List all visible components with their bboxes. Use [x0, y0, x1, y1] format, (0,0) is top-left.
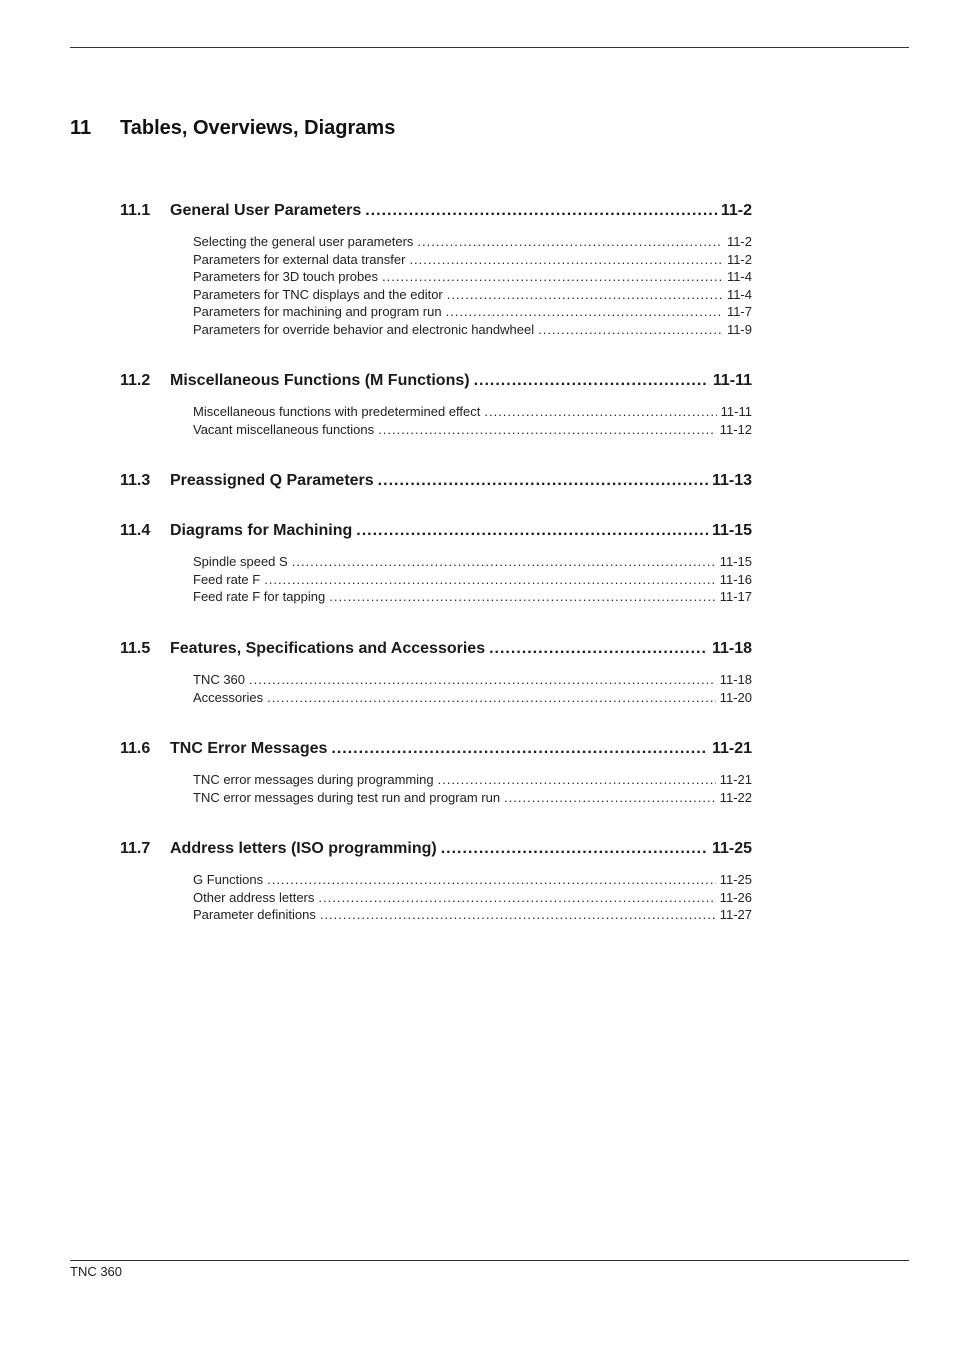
subsection-title: TNC 360	[193, 672, 246, 687]
toc-subsection-entry[interactable]	[120, 553, 752, 570]
dot-leader	[264, 571, 716, 588]
chapter-heading	[70, 117, 395, 140]
dot-leader	[474, 371, 709, 391]
subsection-page-number: 11-15	[719, 554, 752, 569]
dot-leader	[484, 403, 716, 420]
subsection-title: Miscellaneous functions with predetermined effect	[193, 404, 481, 419]
dot-leader	[378, 421, 716, 438]
toc-subsection-entry[interactable]	[120, 233, 752, 250]
toc-section-entry[interactable]	[120, 471, 752, 491]
dot-leader	[441, 839, 708, 859]
toc-subsection-entry[interactable]	[120, 871, 752, 888]
toc-subsection-entry[interactable]	[120, 889, 752, 906]
dot-leader	[446, 303, 723, 320]
toc-section-entry[interactable]	[120, 839, 752, 859]
toc-subsection-entry[interactable]	[120, 588, 752, 605]
toc-subsection-entry[interactable]	[120, 251, 752, 268]
footer-label: TNC 360	[70, 1264, 123, 1279]
dot-leader	[538, 321, 723, 338]
subsection-title: Parameters for TNC displays and the editor	[193, 286, 443, 302]
toc-subsection-entry[interactable]	[120, 771, 752, 788]
dot-leader	[447, 286, 723, 303]
subsection-page-number: 11-22	[719, 789, 752, 805]
subsection-title: TNC error messages during programming	[193, 772, 434, 787]
toc-subsection-entry[interactable]	[120, 906, 752, 923]
toc-subsection-entry[interactable]	[120, 671, 752, 688]
subsection-page-number: 11-7	[726, 304, 752, 319]
section-number: 11.2	[120, 372, 151, 389]
subsection-page-number: 11-4	[726, 286, 752, 302]
dot-leader	[356, 521, 708, 541]
section-page-number: 11-11	[712, 372, 752, 389]
dot-leader	[267, 689, 716, 706]
toc-section-entry[interactable]	[120, 739, 752, 759]
subsection-page-number: 11-17	[719, 589, 752, 604]
dot-leader	[438, 771, 716, 788]
section-number: 11.3	[120, 472, 151, 489]
subsection-title: Feed rate F for tapping	[193, 589, 326, 604]
toc-subsection-entry[interactable]	[120, 403, 752, 420]
section-title: Miscellaneous Functions (M Functions)	[170, 372, 470, 389]
section-page-number: 11-2	[720, 202, 752, 219]
toc-subsection-entry[interactable]	[120, 268, 752, 285]
section-title: Address letters (ISO programming)	[170, 840, 437, 857]
dot-leader	[382, 268, 723, 285]
section-number: 11.6	[120, 740, 151, 757]
subsection-page-number: 11-21	[719, 772, 752, 787]
dot-leader	[489, 639, 708, 659]
section-page-number: 11-15	[711, 522, 752, 539]
subsection-title: Parameters for 3D touch probes	[193, 269, 378, 284]
section-title: General User Parameters	[170, 202, 362, 219]
dot-leader	[320, 906, 716, 923]
toc-subsection-entry[interactable]	[120, 321, 752, 338]
subsection-title: Parameter definitions	[193, 907, 316, 922]
dot-leader	[318, 889, 715, 906]
footer-rule	[70, 1260, 909, 1261]
subsection-page-number: 11-11	[720, 404, 752, 419]
dot-leader	[378, 471, 708, 491]
toc-subsection-entry[interactable]	[120, 303, 752, 320]
subsection-title: Spindle speed S	[193, 554, 288, 569]
dot-leader	[267, 871, 716, 888]
toc-section-entry[interactable]	[120, 521, 752, 541]
subsection-page-number: 11-4	[726, 269, 752, 284]
subsection-title: Other address letters	[193, 889, 315, 905]
section-title: Features, Specifications and Accessories	[170, 640, 486, 657]
header-rule	[70, 47, 909, 48]
section-page-number: 11-21	[711, 740, 752, 757]
dot-leader	[409, 251, 723, 268]
dot-leader	[504, 789, 716, 806]
toc-subsection-entry[interactable]	[120, 421, 752, 438]
section-title: Preassigned Q Parameters	[170, 472, 374, 489]
section-number: 11.1	[120, 202, 151, 219]
subsection-title: G Functions	[193, 872, 264, 887]
dot-leader	[249, 671, 716, 688]
toc-subsection-entry[interactable]	[120, 286, 752, 303]
subsection-title: Parameters for override behavior and electronic handwheel	[193, 321, 535, 337]
chapter-title: Tables, Overviews, Diagrams	[120, 117, 396, 139]
subsection-page-number: 11-20	[719, 689, 752, 705]
subsection-title: Vacant miscellaneous functions	[193, 421, 375, 437]
section-title: Diagrams for Machining	[170, 522, 353, 539]
subsection-page-number: 11-9	[726, 321, 752, 337]
subsection-page-number: 11-18	[719, 672, 752, 687]
dot-leader	[365, 201, 717, 221]
toc-section-entry[interactable]	[120, 639, 752, 659]
dot-leader	[331, 739, 708, 759]
section-number: 11.4	[120, 522, 151, 539]
subsection-page-number: 11-16	[719, 571, 752, 587]
subsection-title: Feed rate F	[193, 571, 261, 587]
section-number: 11.7	[120, 840, 151, 857]
section-page-number: 11-13	[711, 472, 752, 489]
section-page-number: 11-18	[711, 640, 752, 657]
subsection-title: Selecting the general user parameters	[193, 234, 414, 249]
subsection-page-number: 11-12	[719, 421, 752, 437]
dot-leader	[292, 553, 716, 570]
subsection-title: Accessories	[193, 689, 264, 705]
section-page-number: 11-25	[711, 840, 752, 857]
subsection-page-number: 11-25	[719, 872, 752, 887]
dot-leader	[417, 233, 723, 250]
subsection-page-number: 11-2	[726, 234, 752, 249]
chapter-number: 11	[70, 117, 92, 139]
subsection-page-number: 11-2	[726, 251, 752, 267]
subsection-page-number: 11-26	[719, 889, 752, 905]
section-number: 11.5	[120, 640, 151, 657]
subsection-title: Parameters for machining and program run	[193, 304, 442, 319]
subsection-title: TNC error messages during test run and program run	[193, 789, 501, 805]
toc-subsection-entry[interactable]	[120, 571, 752, 588]
dot-leader	[329, 588, 715, 605]
section-title: TNC Error Messages	[170, 740, 328, 757]
toc-subsection-entry[interactable]	[120, 689, 752, 706]
toc-section-entry[interactable]	[120, 201, 752, 221]
subsection-page-number: 11-27	[719, 907, 752, 922]
toc-section-entry[interactable]	[120, 371, 752, 391]
toc-subsection-entry[interactable]	[120, 789, 752, 806]
subsection-title: Parameters for external data transfer	[193, 251, 406, 267]
